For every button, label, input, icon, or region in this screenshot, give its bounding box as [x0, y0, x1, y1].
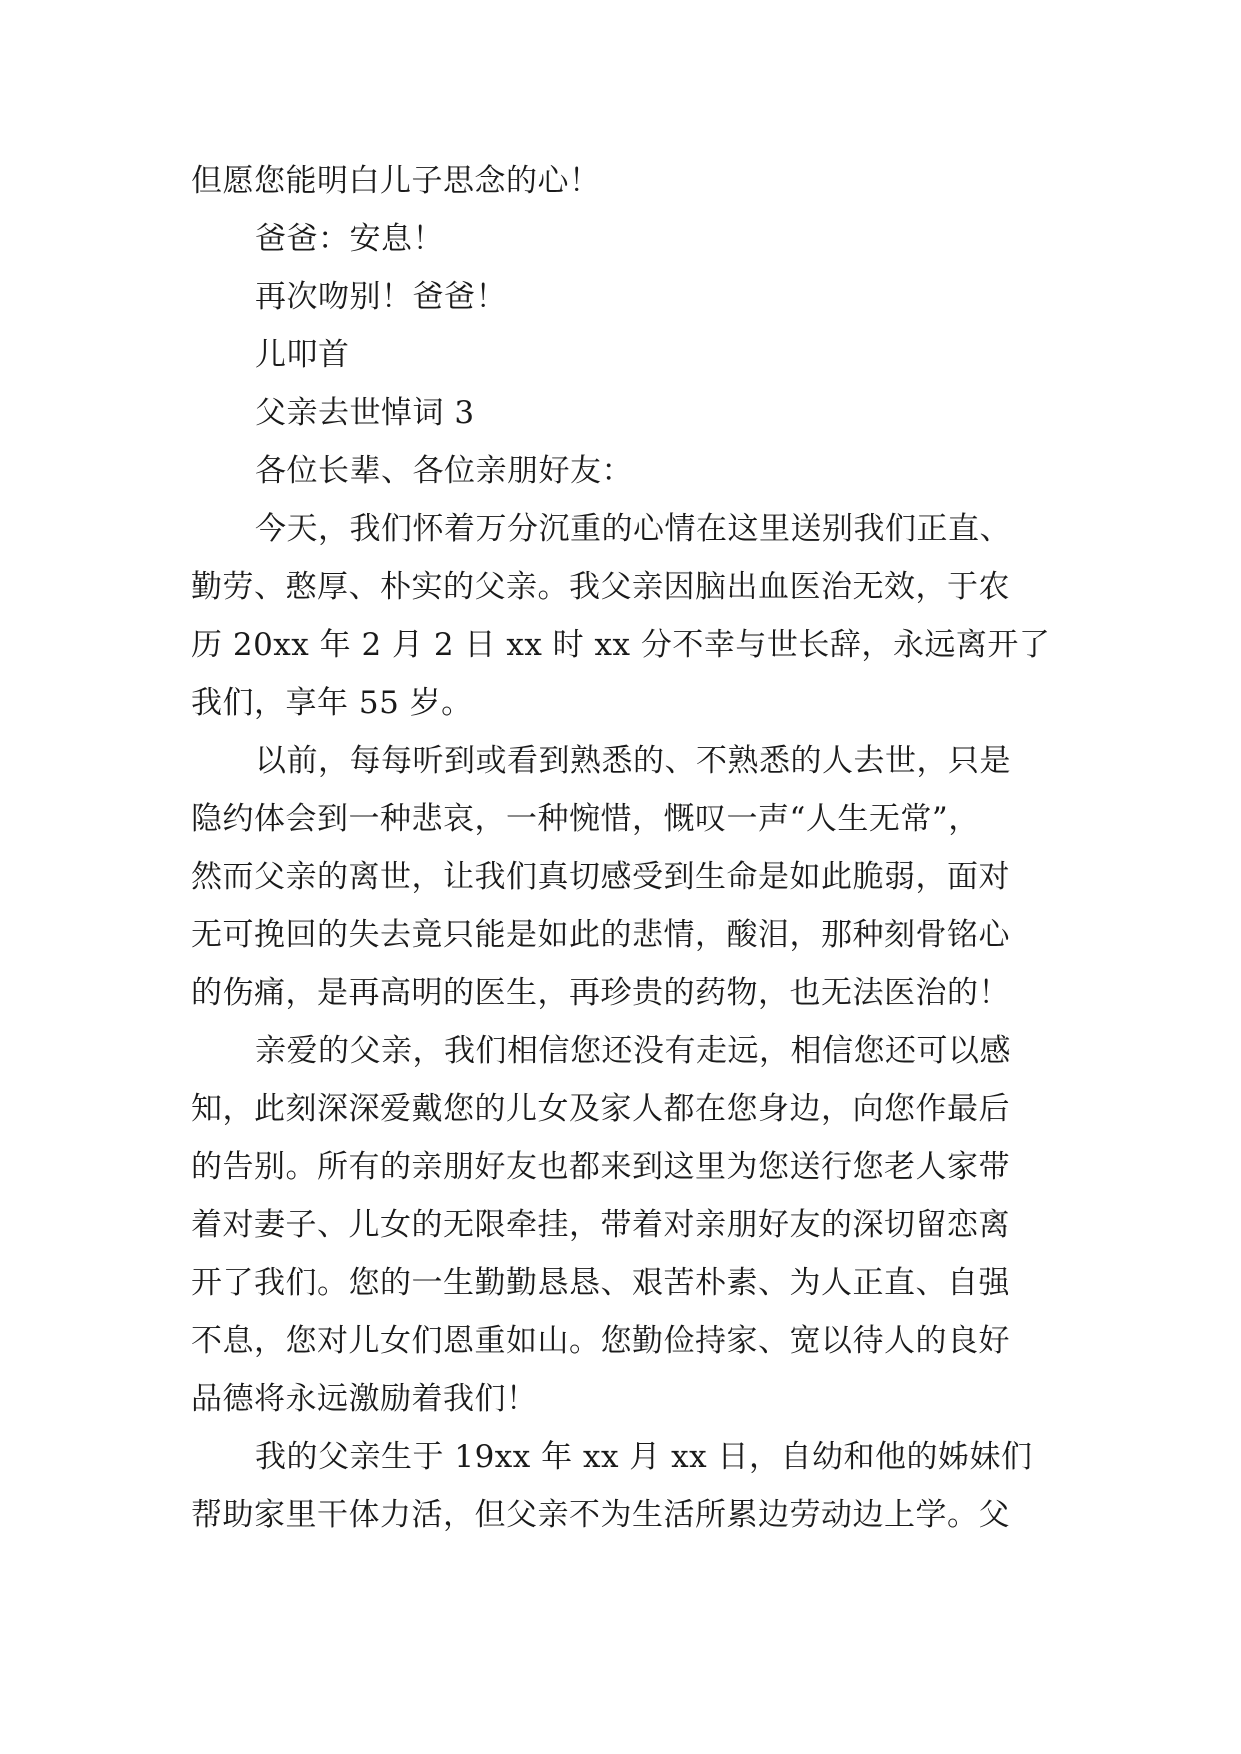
text-line: 无可挽回的失去竟只能是如此的悲情，酸泪，那种刻骨铭心: [191, 917, 1010, 953]
text-line: 开了我们。您的一生勤勤恳恳、艰苦朴素、为人正直、自强: [191, 1265, 1010, 1301]
text-line: 不息，您对儿女们恩重如山。您勤俭持家、宽以待人的良好: [191, 1323, 1010, 1359]
text-line: 以前，每每听到或看到熟悉的、不熟悉的人去世，只是: [255, 743, 1011, 779]
text-line: 再次吻别！爸爸！: [255, 279, 507, 315]
salutation: 各位长辈、各位亲朋好友：: [255, 453, 633, 489]
text-line: 历 20xx 年 2 月 2 日 xx 时 xx 分不幸与世长辞，永远离开了: [191, 627, 1051, 663]
text-line: 隐约体会到一种悲哀，一种惋惜，慨叹一声“人生无常”，: [191, 801, 980, 837]
text-line: 亲爱的父亲，我们相信您还没有走远，相信您还可以感: [255, 1033, 1011, 1069]
text-line: 我的父亲生于 19xx 年 xx 月 xx 日，自幼和他的姊妹们: [255, 1439, 1033, 1475]
section-heading: 父亲去世悼词 3: [255, 395, 475, 431]
text-line: 爸爸：安息！: [255, 221, 444, 257]
text-line: 今天，我们怀着万分沉重的心情在这里送别我们正直、: [255, 511, 1011, 547]
text-line: 我们，享年 55 岁。: [191, 685, 473, 721]
text-line: 然而父亲的离世，让我们真切感受到生命是如此脆弱，面对: [191, 859, 1010, 895]
text-line: 着对妻子、儿女的无限牵挂，带着对亲朋好友的深切留恋离: [191, 1207, 1010, 1243]
signature-line: 儿叩首: [255, 337, 350, 373]
text-line: 知，此刻深深爱戴您的儿女及家人都在您身边，向您作最后: [191, 1091, 1010, 1127]
text-line: 的告别。所有的亲朋好友也都来到这里为您送行您老人家带: [191, 1149, 1010, 1185]
document-body: [191, 152, 1051, 1544]
text-line: 帮助家里干体力活，但父亲不为生活所累边劳动边上学。父: [191, 1497, 1010, 1533]
text-line: 品德将永远激励着我们！: [191, 1381, 538, 1417]
text-line: 但愿您能明白儿子思念的心！: [191, 163, 601, 199]
text-line: 的伤痛，是再高明的医生，再珍贵的药物，也无法医治的！: [191, 975, 1010, 1011]
text-line: 勤劳、憨厚、朴实的父亲。我父亲因脑出血医治无效，于农: [191, 569, 1010, 605]
